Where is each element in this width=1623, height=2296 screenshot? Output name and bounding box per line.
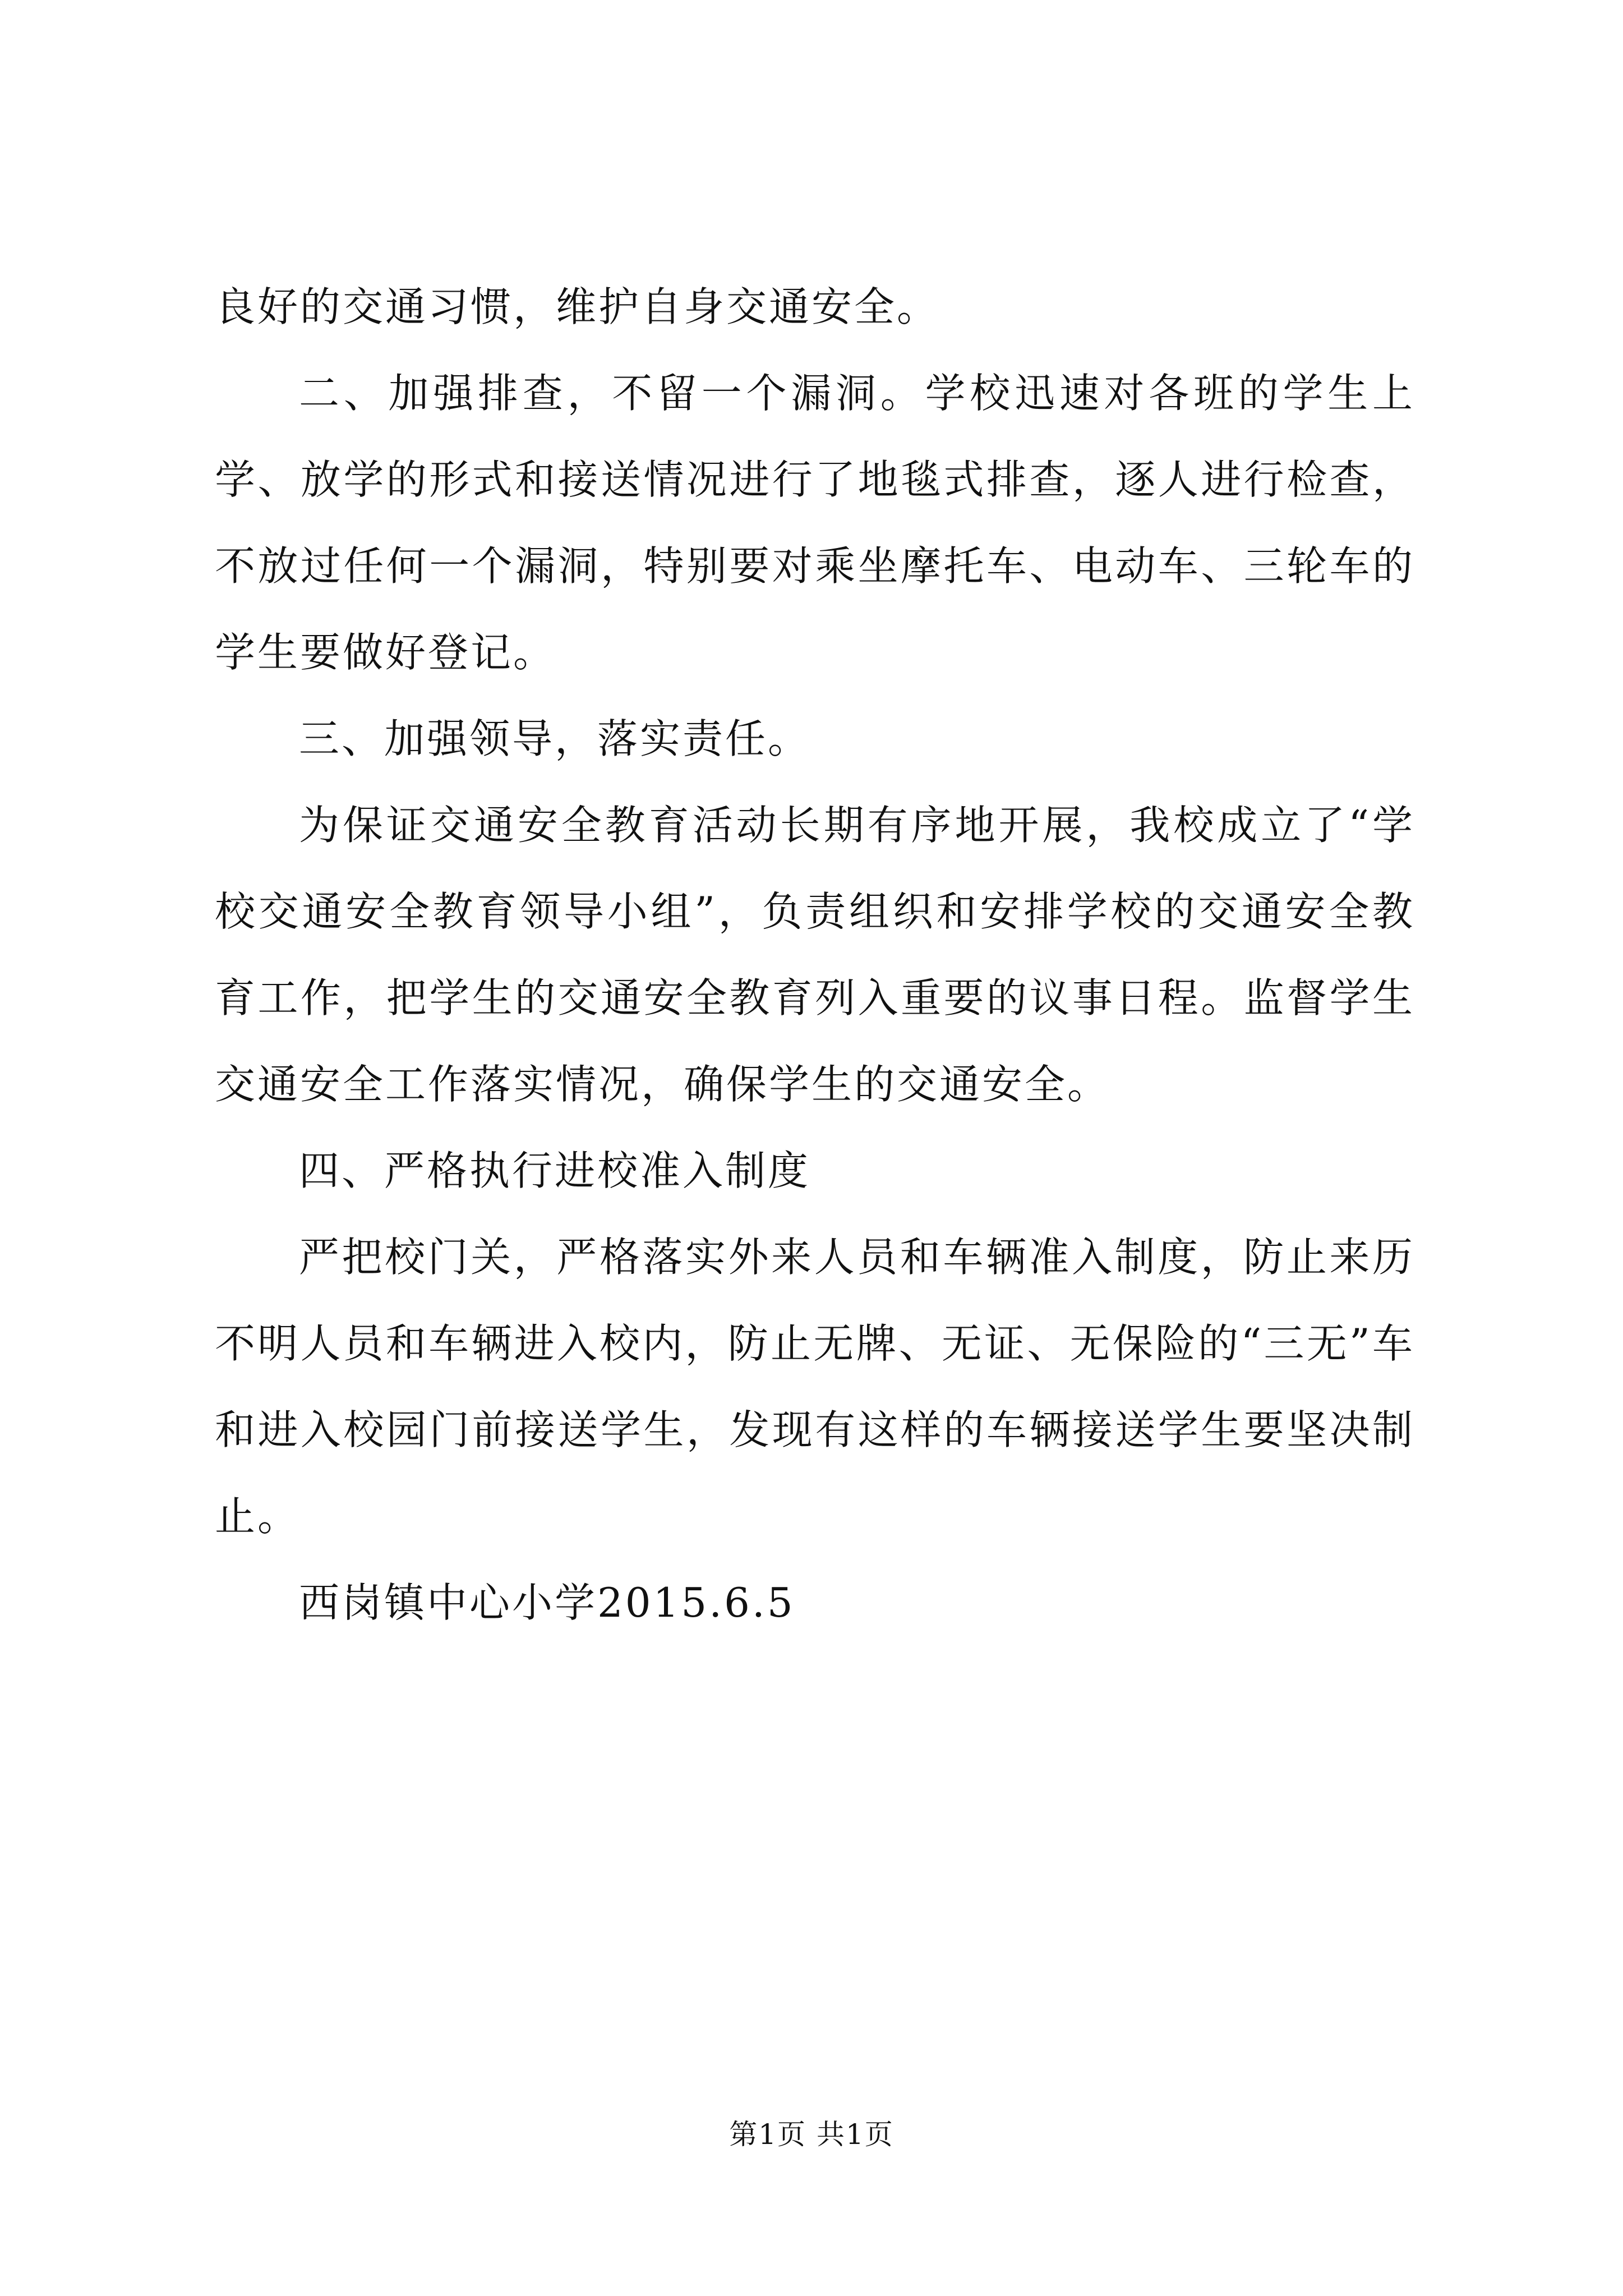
paragraph-section-four: 严把校门关，严格落实外来人员和车辆准入制度，防止来历不明人员和车辆进入校内，防止无牌、无证、无保险的“三无”车和进入校园门前接送学生，发现有这样的车辆接送学生要坚决制止。: [215, 1234, 1415, 1540]
signature-date: 西岗镇中心小学2015.6.5: [299, 1579, 795, 1626]
paragraph-section-three: 为保证交通安全教育活动长期有序地开展，我校成立了“学校交通安全教育领导小组”，负责组织和安排学校的交通安全教育工作，把学生的交通安全教育列入重要的议事日程。监督学生交通安全工作落实情况，确保学生的交通安全。: [215, 802, 1415, 1108]
paragraph-continuation: 良好的交通习惯，维护自身交通安全。: [215, 283, 940, 330]
heading-section-four: 四、严格执行进校准入制度: [299, 1147, 811, 1194]
heading-section-three: 三、加强领导，落实责任。: [299, 715, 811, 762]
page-number-footer: 第1页 共1页: [729, 2118, 894, 2151]
document-body: [215, 264, 1415, 1646]
paragraph-section-two: 二、加强排查，不留一个漏洞。学校迅速对各班的学生上学、放学的形式和接送情况进行了地毯式排查，逐人进行检查，不放过任何一个漏洞，特别要对乘坐摩托车、电动车、三轮车的学生要做好登记。: [215, 370, 1415, 676]
